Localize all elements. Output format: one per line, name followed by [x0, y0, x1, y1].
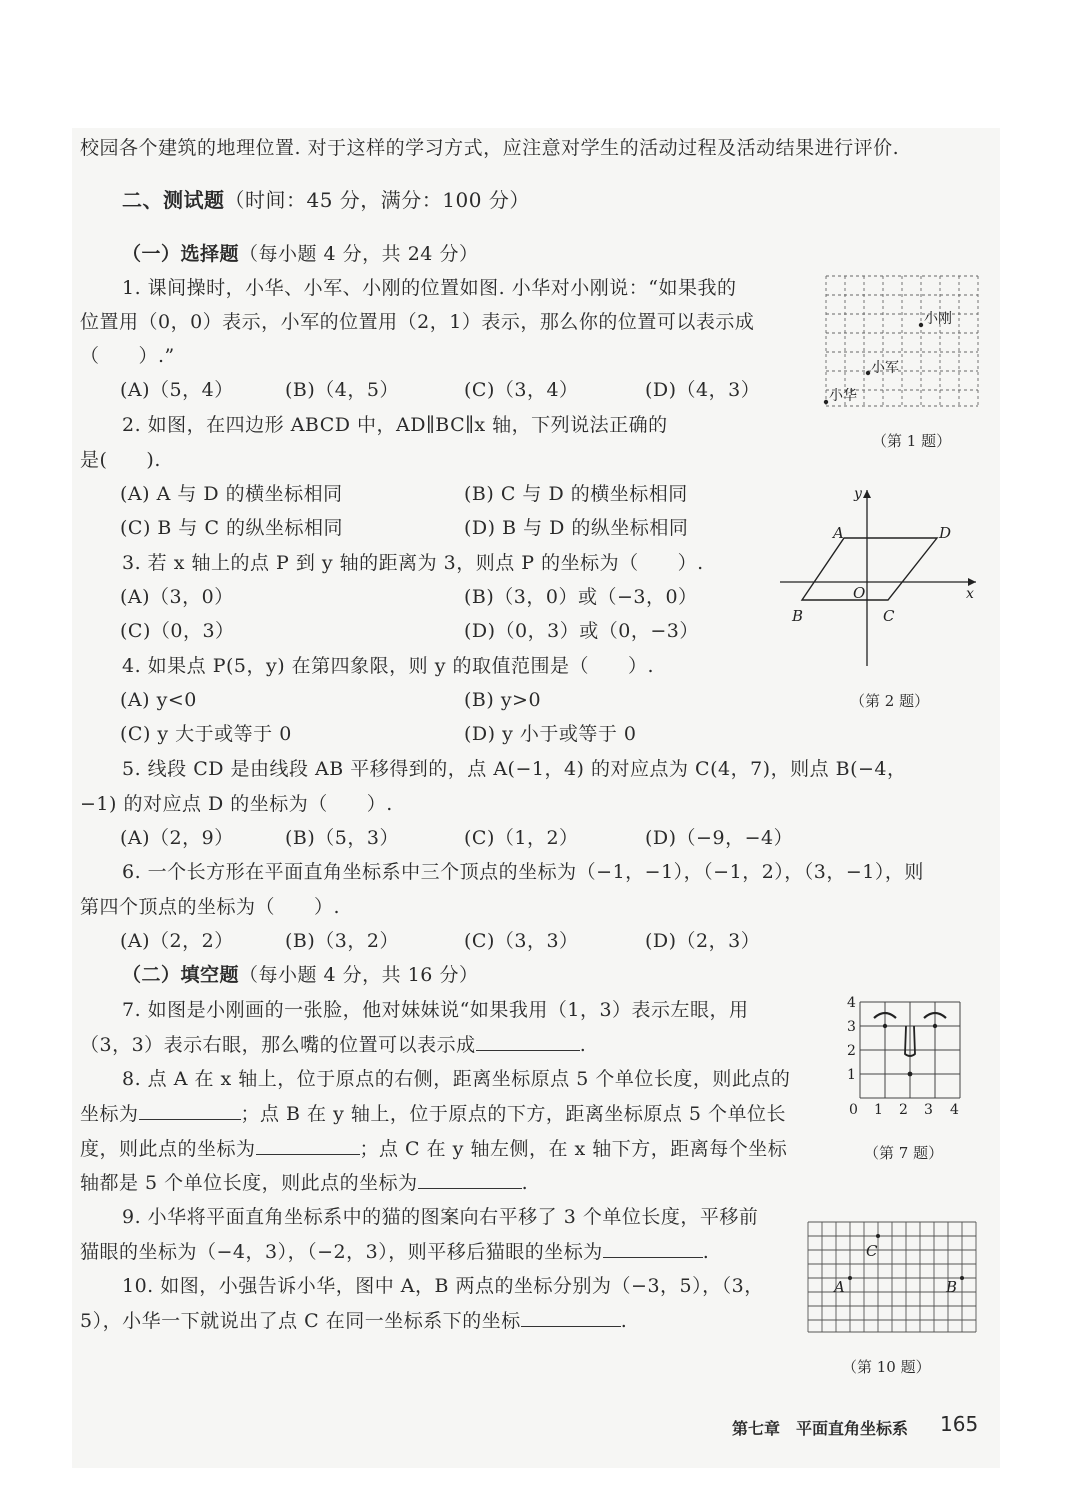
figure-1-point-xiaogang: [919, 323, 923, 327]
q2-option-d: (D) B 与 D 的纵坐标相同: [464, 517, 689, 539]
q6-option-c: (C)（3，3）: [464, 930, 579, 952]
q9-line1: 9. 小华将平面直角坐标系中的猫的图案向右平移了 3 个单位长度，平移前: [122, 1206, 759, 1228]
q3-line1: 3. 若 x 轴上的点 P 到 y 轴的距离为 3，则点 P 的坐标为（ ）.: [122, 552, 704, 574]
q9-answer-blank[interactable]: [603, 1239, 703, 1258]
q2-option-a: (A) A 与 D 的横坐标相同: [120, 483, 343, 505]
q10-line1: 10. 如图，小强告诉小华，图中 A，B 两点的坐标分别为（−3，5），（3，: [122, 1275, 764, 1297]
figure-10-label-b: B: [946, 1278, 958, 1296]
figure-2-quadrilateral: [802, 538, 937, 600]
q2-line1: 2. 如图，在四边形 ABCD 中，AD∥BC∥x 轴，下列说法正确的: [122, 414, 668, 436]
q9-line2-end: .: [702, 1241, 710, 1263]
q8-line3: [80, 1136, 787, 1161]
figure-7-face-grid: [842, 996, 970, 1120]
q1-line1: 1. 课间操时，小华、小军、小刚的位置如图. 小华对小刚说：“如果我的: [122, 277, 737, 299]
q1-option-a: (A)（5，4）: [120, 379, 234, 401]
figure-1-label-xiaohua: 小华: [829, 388, 857, 404]
q10-answer-blank[interactable]: [521, 1308, 621, 1327]
intro-line: 校园各个建筑的地理位置. 对于这样的学习方式，应注意对学生的活动过程及活动结果进行评价.: [80, 137, 900, 159]
q1-line3: （ ）.”: [80, 345, 175, 367]
figure-10-point-a: [848, 1276, 852, 1280]
figure-7-caption: （第 7 题）: [864, 1144, 944, 1162]
figure-7-y-tick-2: 2: [847, 1043, 856, 1059]
section-note: （时间：45 分，满分：100 分）: [224, 188, 530, 212]
figure-2-label-c: C: [883, 607, 895, 625]
q8-line1: 8. 点 A 在 x 轴上，位于原点的右侧，距离坐标原点 5 个单位长度，则此点的: [122, 1068, 791, 1090]
figure-2-label-origin: O: [853, 584, 866, 602]
q4-option-b: (B) y>0: [464, 689, 542, 711]
q5-option-d: (D)（−9，−4）: [645, 827, 794, 849]
q8-blank-b[interactable]: [256, 1136, 360, 1155]
q9-line2: [80, 1239, 709, 1264]
q9-line2-text: 猫眼的坐标为（−4，3），（−2，3），则平移后猫眼的坐标为: [80, 1241, 603, 1263]
figure-2-x-arrow: [968, 578, 976, 586]
q6-line1: 6. 一个长方形在平面直角坐标系中三个顶点的坐标为（−1，−1），（−1，2），（3，−1），则: [122, 861, 924, 883]
section-title: 二、测试题: [122, 188, 225, 212]
q1-line2: 位置用（0，0）表示，小军的位置用（2，1）表示，那么你的位置可以表示成: [80, 311, 755, 333]
figure-10-point-b: [960, 1276, 964, 1280]
q8-line4a: 轴都是 5 个单位长度，则此点的坐标为: [80, 1172, 418, 1194]
q8-line4b: .: [521, 1172, 529, 1194]
part2-header: [122, 963, 478, 987]
figure-2-y-arrow: [863, 490, 871, 498]
q5-line2: −1) 的对应点 D 的坐标为（ ）.: [80, 793, 393, 815]
q1-option-d: (D)（4，3）: [645, 379, 761, 401]
q7-line2-end: .: [579, 1034, 587, 1056]
q10-line2-text: 5），小华一下就说出了点 C 在同一坐标系下的坐标: [80, 1310, 521, 1332]
figure-1-gridlines: [826, 276, 978, 406]
q8-line4: [80, 1170, 528, 1195]
q8-line3a: 度，则此点的坐标为: [80, 1138, 256, 1160]
figure-2-label-a: A: [833, 524, 844, 542]
q10-line2-end: .: [620, 1310, 628, 1332]
figure-1-label-xiaogang: 小刚: [924, 311, 952, 327]
q8-blank-a[interactable]: [139, 1101, 241, 1120]
q7-line2: [80, 1032, 586, 1057]
q6-option-b: (B)（3，2）: [285, 930, 399, 952]
figure-7-y-tick-1: 1: [847, 1067, 856, 1083]
figure-7-x-tick-1: 1: [874, 1102, 883, 1118]
q4-option-c: (C) y 大于或等于 0: [120, 723, 292, 745]
q3-option-a: (A)（3，0）: [120, 586, 234, 608]
figure-7-x-tick-4: 4: [950, 1102, 959, 1118]
q10-line2: [80, 1308, 627, 1333]
q1-option-b: (B)（4，5）: [285, 379, 399, 401]
figure-10-caption: （第 10 题）: [842, 1358, 931, 1376]
part1-title: （一）选择题: [122, 243, 240, 265]
figure-7-mouth: [908, 1072, 913, 1077]
q1-option-c: (C)（3，4）: [464, 379, 579, 401]
q2-option-b: (B) C 与 D 的横坐标相同: [464, 483, 688, 505]
part1-header: [122, 242, 478, 266]
figure-7-right-eye: [933, 1024, 937, 1028]
figure-10-label-c: C: [866, 1242, 878, 1260]
figure-7-x-tick-3: 3: [924, 1102, 933, 1118]
q6-line2: 第四个顶点的坐标为（ ）.: [80, 896, 341, 918]
q8-blank-c[interactable]: [418, 1170, 522, 1189]
q4-option-a: (A) y<0: [120, 689, 197, 711]
figure-1-grid: [818, 268, 980, 410]
footer-page-number: 165: [940, 1412, 979, 1436]
figure-10-gridlines: [808, 1222, 976, 1332]
section-header: [122, 188, 530, 212]
footer-chapter: 第七章 平面直角坐标系: [732, 1419, 909, 1438]
figure-2-label-y: y: [854, 486, 862, 502]
q7-line1: 7. 如图是小刚画的一张脸，他对妹妹说“如果我用（1，3）表示左眼，用: [122, 999, 749, 1021]
figure-2-caption: （第 2 题）: [850, 692, 930, 710]
figure-2-label-d: D: [939, 524, 952, 542]
q2-option-c: (C) B 与 C 的纵坐标相同: [120, 517, 344, 539]
q3-option-b: (B)（3，0）或（−3，0）: [464, 586, 698, 608]
figure-1-label-xiaojun: 小军: [871, 360, 899, 376]
q6-option-d: (D)（2，3）: [645, 930, 761, 952]
figure-7-left-eye: [883, 1024, 887, 1028]
q8-line3b: ；点 C 在 y 轴左侧，在 x 轴下方，距离每个坐标: [359, 1138, 788, 1160]
q2-line2: 是( ).: [80, 449, 161, 471]
q3-option-c: (C)（0，3）: [120, 620, 235, 642]
figure-2-label-b: B: [792, 607, 804, 625]
part1-note: （每小题 4 分，共 24 分）: [239, 243, 479, 265]
figure-7-x-tick-0: 0: [849, 1102, 858, 1118]
q4-line1: 4. 如果点 P(5，y) 在第四象限，则 y 的取值范围是（ ）.: [122, 655, 655, 677]
q5-line1: 5. 线段 CD 是由线段 AB 平移得到的，点 A(−1，4) 的对应点为 C(4，7)，则点 B(−4，: [122, 758, 907, 780]
q5-option-b: (B)（5，3）: [285, 827, 399, 849]
part2-note: （每小题 4 分，共 16 分）: [239, 964, 479, 986]
q5-option-c: (C)（1，2）: [464, 827, 579, 849]
q4-option-d: (D) y 小于或等于 0: [464, 723, 637, 745]
figure-1-caption: （第 1 题）: [872, 432, 952, 450]
part2-title: （二）填空题: [122, 964, 240, 986]
q7-line2-text: （3，3）表示右眼，那么嘴的位置可以表示成: [80, 1034, 476, 1056]
figure-2-parallelogram: [778, 482, 984, 670]
figure-7-y-tick-3: 3: [847, 1019, 856, 1035]
figure-10-label-a: A: [834, 1278, 845, 1296]
q5-option-a: (A)（2，9）: [120, 827, 234, 849]
q6-option-a: (A)（2，2）: [120, 930, 234, 952]
q8-line2a: 坐标为: [80, 1103, 139, 1125]
q8-line2: [80, 1101, 786, 1126]
figure-1-point-xiaohua: [824, 400, 828, 404]
q7-answer-blank[interactable]: [476, 1032, 580, 1051]
figure-10-point-c: [876, 1234, 880, 1238]
figure-10-grid: [806, 1220, 980, 1336]
figure-1-point-xiaojun: [866, 371, 870, 375]
figure-7-x-tick-2: 2: [899, 1102, 908, 1118]
q3-option-d: (D)（0，3）或（0，−3）: [464, 620, 699, 642]
q8-line2b: ；点 B 在 y 轴上，位于原点的下方，距离坐标原点 5 个单位长: [240, 1103, 787, 1125]
figure-7-y-tick-4: 4: [847, 996, 856, 1011]
figure-2-label-x: x: [966, 586, 974, 602]
